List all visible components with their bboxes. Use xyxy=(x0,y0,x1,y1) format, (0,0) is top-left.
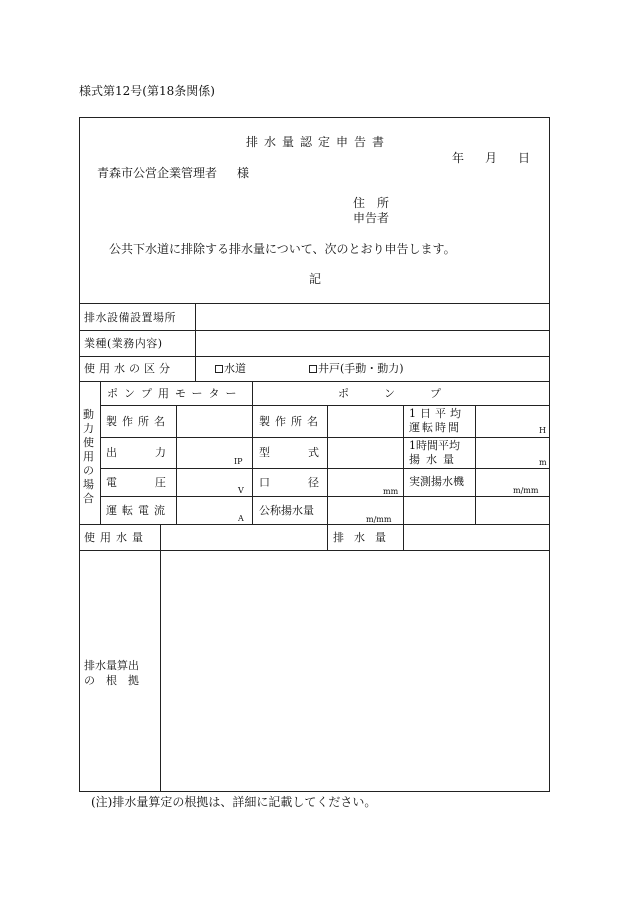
rule xyxy=(475,405,476,524)
hourly-pump-unit: m xyxy=(539,458,547,467)
pump-manufacturer-label: 製作所名 xyxy=(259,415,323,428)
option-well-label: 井戸(手動・動力) xyxy=(318,362,404,375)
rule xyxy=(327,405,328,524)
model-label: 型式 xyxy=(259,446,357,459)
manufacturer-label: 製作所名 xyxy=(106,415,170,428)
rule xyxy=(79,330,550,331)
voltage-unit: V xyxy=(238,486,244,495)
form-number: 様式第12号(第18条関係) xyxy=(79,84,215,98)
rule xyxy=(327,524,328,550)
rule xyxy=(176,405,177,524)
pump-motor-header: ポンプ用モーター xyxy=(107,387,243,400)
rule xyxy=(100,381,101,524)
current-unit: A xyxy=(238,514,244,523)
rule xyxy=(100,405,550,406)
rule xyxy=(79,381,550,382)
option-water-supply-label: 水道 xyxy=(224,362,246,375)
ki-label: 記 xyxy=(309,272,322,286)
honorific: 様 xyxy=(237,166,250,180)
option-water-supply[interactable] xyxy=(215,362,246,375)
declarant-label: 申告者 xyxy=(353,211,390,225)
rule xyxy=(160,524,161,792)
nominal-pumping-unit: m/mm xyxy=(366,515,392,524)
rule xyxy=(252,381,253,524)
address-label: 住 所 xyxy=(353,196,390,210)
rule xyxy=(100,468,550,469)
water-category-label: 使用水の区分 xyxy=(84,362,174,375)
current-label: 運転電流 xyxy=(106,504,170,517)
option-well[interactable] xyxy=(309,362,404,375)
rule xyxy=(79,303,550,304)
rule xyxy=(403,405,404,524)
measured-pump-label: 実測揚水機 xyxy=(409,475,464,488)
rule xyxy=(79,356,550,357)
voltage-label: 電圧 xyxy=(106,476,204,489)
date-year: 年 xyxy=(452,151,465,165)
date-month: 月 xyxy=(485,151,498,165)
nominal-pumping-label: 公称揚水量 xyxy=(259,504,314,517)
hourly-pump-line1: 1時間平均 xyxy=(409,439,460,452)
daily-op-time-line2: 運転時間 xyxy=(409,421,461,434)
addressee: 青森市公営企業管理者 xyxy=(97,166,218,180)
basis-line1: 排水量算出 xyxy=(84,659,139,672)
body-text: 公共下水道に排除する排水量について、次のとおり申告します。 xyxy=(109,242,456,256)
facility-location-label: 排水設備設置場所 xyxy=(84,311,176,324)
checkbox[interactable] xyxy=(215,365,223,373)
rule xyxy=(79,550,550,551)
rule xyxy=(195,303,196,381)
drainage-label: 排水量 xyxy=(333,531,396,544)
output-unit: IP xyxy=(234,457,243,466)
measured-pump-unit: m/mm xyxy=(513,486,539,495)
date-day: 日 xyxy=(518,151,531,165)
footer-note: (注)排水量算定の根拠は、詳細に記載してください。 xyxy=(91,795,377,809)
water-usage-label: 使用水量 xyxy=(84,531,148,544)
rule xyxy=(403,524,404,550)
checkbox[interactable] xyxy=(309,365,317,373)
business-type-label: 業種(業務内容) xyxy=(84,337,163,350)
rule xyxy=(100,437,550,438)
daily-op-time-line1: 1日平均 xyxy=(409,407,465,420)
bore-label: 口径 xyxy=(259,476,357,489)
daily-op-time-unit: H xyxy=(539,426,546,435)
power-use-label: 動力使用の場合 xyxy=(83,408,94,505)
basis-line2: の根拠 xyxy=(84,674,150,687)
rule xyxy=(79,524,550,525)
bore-unit: mm xyxy=(383,487,399,496)
pump-header: ポンプ xyxy=(338,387,476,400)
rule xyxy=(100,496,550,497)
output-label: 出力 xyxy=(106,446,204,459)
hourly-pump-line2: 揚水量 xyxy=(409,453,460,466)
form-title: 排水量認定申告書 xyxy=(246,135,391,149)
